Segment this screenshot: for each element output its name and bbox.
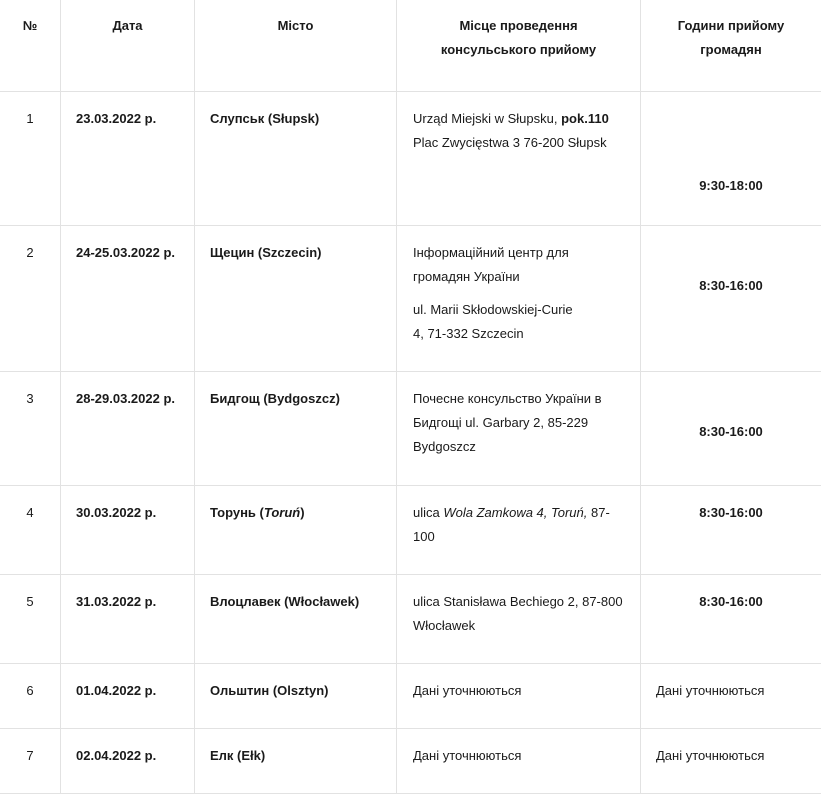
place-address: ul. Marii Skłodowskiej-Curie 4, 71-332 Szczecin (413, 298, 580, 346)
row-city: Щецин (Szczecin) (195, 226, 397, 372)
row-date: 01.04.2022 р. (61, 664, 195, 729)
row-city: Влоцлавек (Włocławek) (195, 575, 397, 664)
row-date: 24-25.03.2022 р. (61, 226, 195, 372)
place-name: Інформаційний центр для громадян України (413, 241, 580, 289)
place-text: Urząd Miejski w Słupsku, (413, 111, 561, 126)
city-name: Торунь ( (210, 505, 264, 520)
row-num: 5 (0, 575, 61, 664)
row-place (397, 226, 641, 372)
row-num: 1 (0, 92, 61, 226)
table-row (0, 92, 821, 226)
row-hours (641, 372, 821, 486)
header-place: Місце проведення консульського прийому (397, 0, 641, 92)
row-num: 3 (0, 372, 61, 486)
place-prefix: ulica (413, 505, 443, 520)
row-hours: Дані уточнюються (641, 664, 821, 729)
row-date: 31.03.2022 р. (61, 575, 195, 664)
table-row (0, 729, 821, 794)
hours-text: 8:30-16:00 (699, 594, 763, 609)
table-row (0, 664, 821, 729)
row-hours (641, 486, 821, 575)
row-num: 4 (0, 486, 61, 575)
place-street: Wola Zamkowa 4, Toruń, (443, 505, 587, 520)
table-row (0, 226, 821, 372)
place-room: pok.110 (561, 111, 609, 126)
header-city: Місто (195, 0, 397, 92)
row-date: 02.04.2022 р. (61, 729, 195, 794)
table-header-row (0, 0, 821, 92)
hours-text: 8:30-16:00 (699, 505, 763, 520)
table-row (0, 486, 821, 575)
row-date: 30.03.2022 р. (61, 486, 195, 575)
row-place (397, 486, 641, 575)
row-num: 2 (0, 226, 61, 372)
row-city: Бидгощ (Bydgoszcz) (195, 372, 397, 486)
row-place: Дані уточнюються (397, 664, 641, 729)
row-hours (641, 226, 821, 372)
hours-text: 9:30-18:00 (699, 178, 763, 193)
row-date: 28-29.03.2022 р. (61, 372, 195, 486)
row-city: Елк (Ełk) (195, 729, 397, 794)
row-num: 7 (0, 729, 61, 794)
row-city: Ольштин (Olsztyn) (195, 664, 397, 729)
row-place (397, 92, 641, 226)
city-close: ) (300, 505, 304, 520)
row-hours (641, 92, 821, 226)
row-num: 6 (0, 664, 61, 729)
table-row (0, 372, 821, 486)
city-latin: Toruń (264, 505, 300, 520)
row-city: Слупськ (Słupsk) (195, 92, 397, 226)
header-date: Дата (61, 0, 195, 92)
header-num: № (0, 0, 61, 92)
hours-text: 8:30-16:00 (699, 424, 763, 439)
row-hours (641, 575, 821, 664)
row-hours: Дані уточнюються (641, 729, 821, 794)
table-row (0, 575, 821, 664)
row-place: Почесне консульство України в Бидгощі ul. Garbary 2, 85-229 Bydgoszcz (397, 372, 641, 486)
row-city (195, 486, 397, 575)
row-date: 23.03.2022 р. (61, 92, 195, 226)
row-place: Дані уточнюються (397, 729, 641, 794)
place-postcode: 87-100 (413, 505, 610, 544)
place-address: Plac Zwycięstwa 3 76-200 Słupsk (413, 131, 626, 155)
hours-text: 8:30-16:00 (699, 278, 763, 293)
header-hours: Години прийому громадян (641, 0, 821, 92)
row-place: ulica Stanisława Bechiego 2, 87-800 Włocławek (397, 575, 641, 664)
